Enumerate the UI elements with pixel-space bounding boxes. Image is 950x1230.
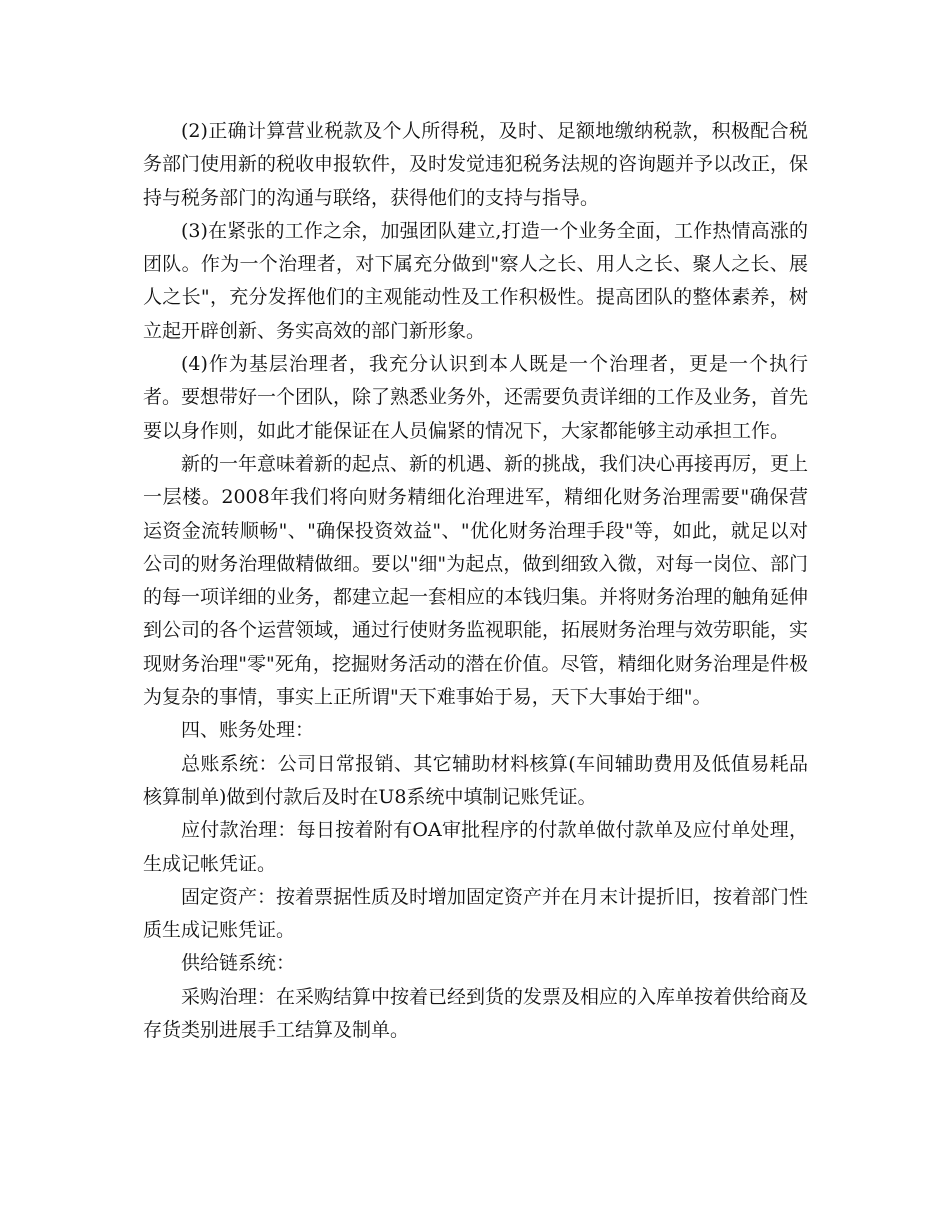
- paragraph-accounts-payable: 应付款治理：每日按着附有OA审批程序的付款单做付款单及应付单处理，生成记帐凭证。: [143, 819, 808, 875]
- subheading-supply-chain: 供给链系统：: [181, 952, 296, 975]
- paragraph-tax-calculation: (2)正确计算营业税款及个人所得税，及时、足额地缴纳税款，积极配合税务部门使用新的税收申报软件，及时发觉违犯税务法规的咨询题并予以改正，保持与税务部门的沟通与联络，获得他们的支持与指导。: [143, 120, 809, 209]
- paragraph-team-building: (3)在紧张的工作之余，加强团队建立,打造一个业务全面，工作热情高涨的团队。作为一个治理者，对下属充分做到"察人之长、用人之长、聚人之长、展人之长"，充分发挥他们的主观能动性及工作积极性。提高团队的整体素养，树立起开辟创新、务实高效的部门新形象。: [143, 219, 808, 342]
- paragraph-grassroots-manager: (4)作为基层治理者，我充分认识到本人既是一个治理者，更是一个执行者。要想带好一个团队，除了熟悉业务外，还需要负责详细的工作及业务，首先要以身作则，如此才能保证在人员偏紧的情况下，大家都能够主动承担工作。: [143, 353, 809, 442]
- paragraph-new-year-plan: 新的一年意味着新的起点、新的机遇、新的挑战，我们决心再接再厉，更上一层楼。2008年我们将向财务精细化治理进军，精细化财务治理需要"确保营运资金流转顺畅"、"确保投资效益"、"优化财务治理手段"等，如此，就足以对公司的财务治理做精做细。要以"细"为起点，做到细致入微，对每一岗位、部门的每一项详细的业务，都建立起一套相应的本钱归集。并将财务治理的触角延伸到公司的各个运营领域，通过行使财务监视职能，拓展财务治理与效劳职能，实现财务治理"零"死角，挖掘财务活动的潜在价值。尽管，精细化财务治理是件极为复杂的事情，事实上正所谓"天下难事始于易，天下大事始于细"。: [143, 452, 809, 709]
- paragraph-procurement: 采购治理：在采购结算中按着已经到货的发票及相应的入库单按着供给商及存货类别进展手工结算及制单。: [143, 985, 809, 1042]
- paragraph-fixed-assets: 固定资产：按着票据性质及时增加固定资产并在月末计提折旧，按着部门性质生成记账凭证。: [143, 885, 809, 942]
- document-body: [143, 115, 808, 1047]
- paragraph-general-ledger: 总账系统：公司日常报销、其它辅助材料核算(车间辅助费用及低值易耗品核算制单)做到付款后及时在U8系统中填制记账凭证。: [143, 752, 808, 808]
- section-heading-accounting: 四、账务处理：: [181, 719, 315, 742]
